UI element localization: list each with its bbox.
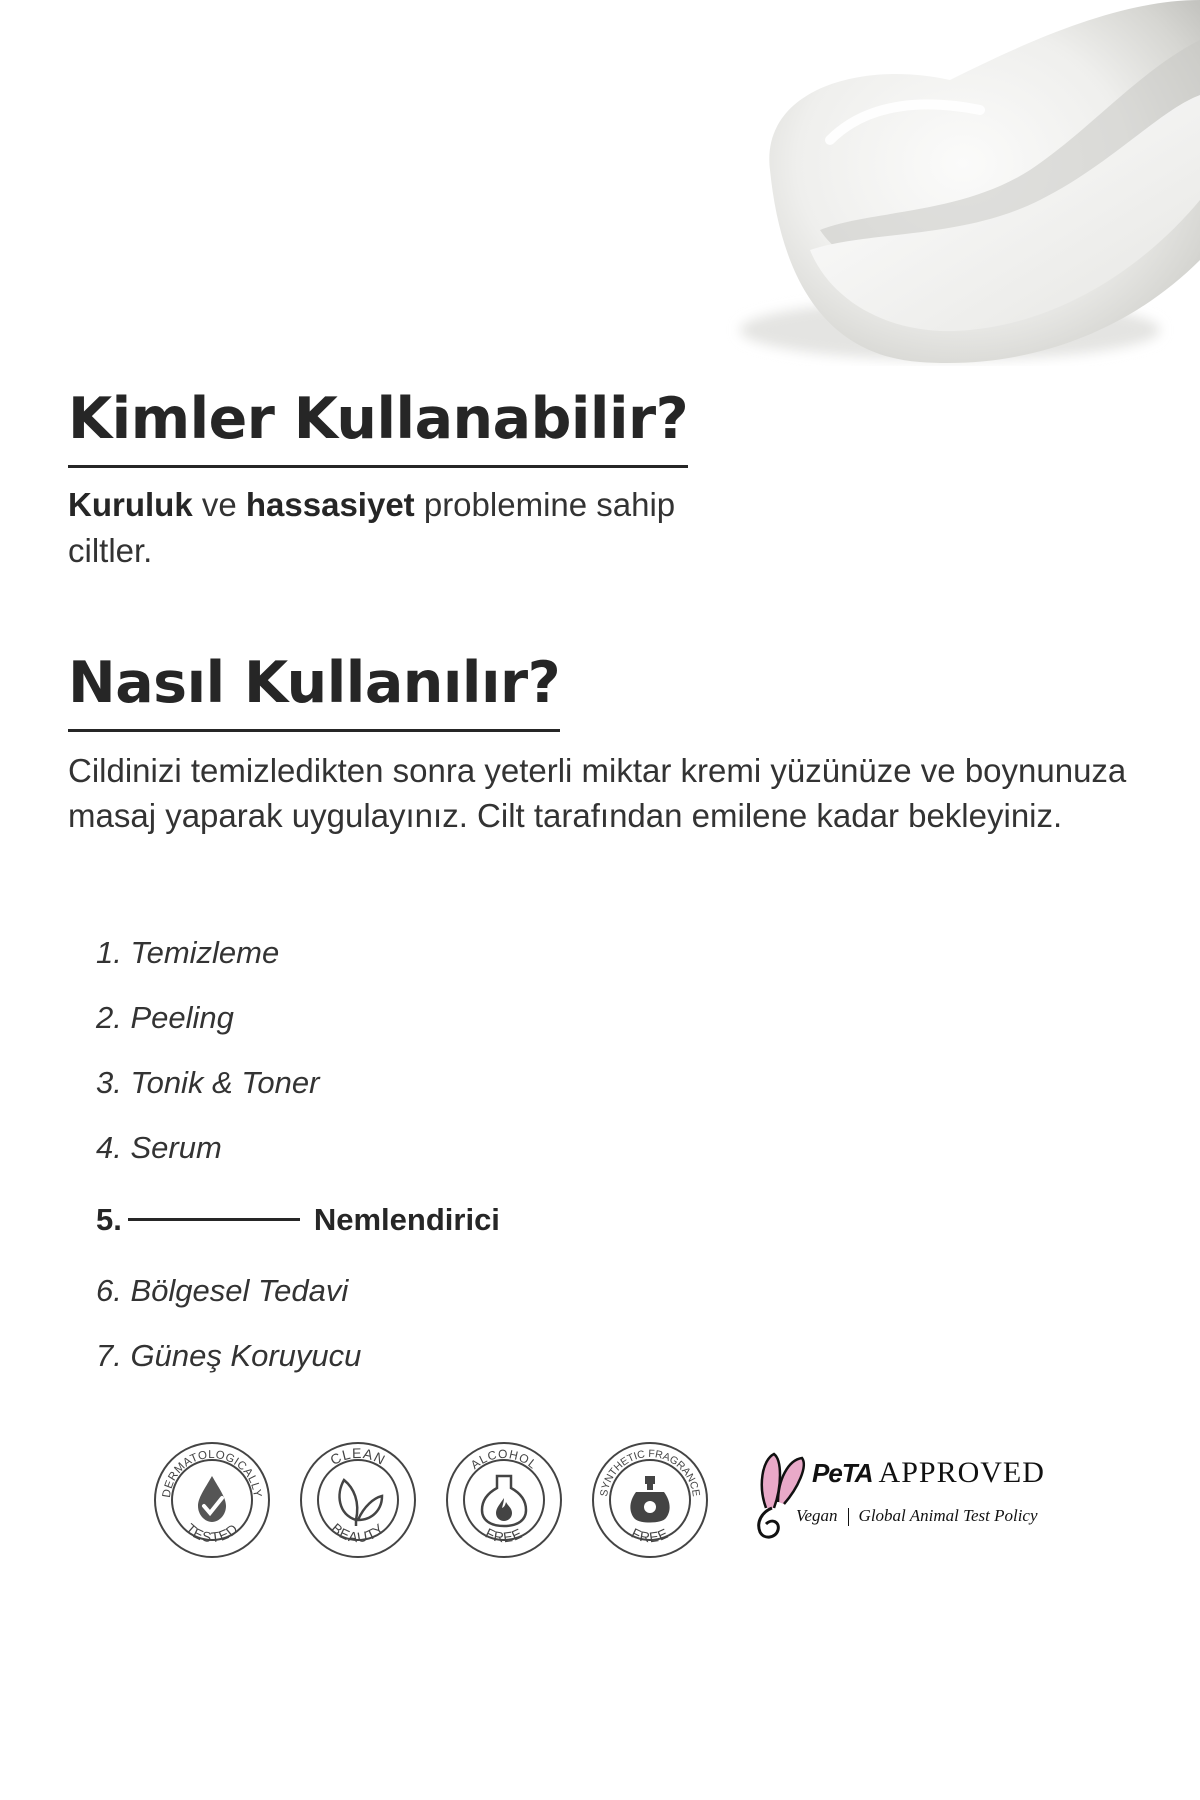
step-number: 2. xyxy=(96,1000,122,1035)
certification-badges xyxy=(152,1440,1072,1560)
step-label: Tonik & Toner xyxy=(130,1065,320,1100)
badge-top-text: SYNTHETIC FRAGRANCE xyxy=(598,1447,702,1498)
peta-wordmark: PeTA xyxy=(812,1458,873,1488)
step-label: Peeling xyxy=(130,1000,234,1035)
who-can-use-title: Kimler Kullanabilir? xyxy=(68,388,688,468)
badge-bottom-text: TESTED xyxy=(182,1520,242,1546)
clean-beauty-icon xyxy=(298,1440,418,1560)
how-to-use-text: Cildinizi temizledikten sonra yeterli miktar kremi yüzünüze ve boynunuza masaj yaparak uygulayınız. Cilt tarafından emilene kadar bekleyiniz. xyxy=(68,752,1127,834)
step-number: 4. xyxy=(96,1130,122,1165)
vegan-label: Vegan xyxy=(796,1506,838,1525)
alcohol-free-icon xyxy=(444,1440,564,1560)
step-item xyxy=(96,920,500,985)
policy-label: Global Animal Test Policy xyxy=(858,1506,1038,1525)
step-number: 6. xyxy=(96,1273,122,1308)
synthetic-fragrance-free-icon xyxy=(590,1440,710,1560)
svg-text:BEAUTY xyxy=(328,1520,387,1545)
bunny-ears-icon xyxy=(752,1446,812,1546)
step-indicator-line xyxy=(128,1218,300,1221)
step-label: Temizleme xyxy=(130,935,280,970)
step-item xyxy=(96,1050,500,1115)
svg-text:FREE xyxy=(483,1525,525,1546)
svg-text:ALCOHOL xyxy=(468,1447,540,1472)
step-number: 5. xyxy=(96,1201,122,1237)
routine-steps-list xyxy=(96,920,500,1388)
step-number: 3. xyxy=(96,1065,122,1100)
step-label: Serum xyxy=(130,1130,222,1165)
step-item xyxy=(96,1323,500,1388)
step-item xyxy=(96,1258,500,1323)
approved-label: APPROVED xyxy=(878,1456,1045,1489)
cream-swatch-image xyxy=(700,0,1200,380)
step-label: Nemlendirici xyxy=(313,1201,500,1237)
step-label: Bölgesel Tedavi xyxy=(130,1273,349,1308)
badge-top-text: DERMATOLOGICALLY xyxy=(160,1448,264,1499)
svg-text:CLEAN xyxy=(328,1445,389,1468)
peta-subtitle xyxy=(796,1506,1038,1526)
step-item xyxy=(96,985,500,1050)
who-can-use-text xyxy=(68,482,688,574)
who-text-rest: problemine sahip ciltler. xyxy=(68,486,676,569)
svg-text:TESTED xyxy=(183,1520,242,1545)
peta-approved-text xyxy=(812,1456,1045,1490)
who-bold-sensitivity: hassasiyet xyxy=(245,486,415,523)
step-item xyxy=(96,1115,500,1180)
badge-bottom-text: BEAUTY xyxy=(328,1519,388,1546)
how-to-use-title: Nasıl Kullanılır? xyxy=(68,652,560,732)
badge-bottom-text: FREE xyxy=(629,1524,671,1546)
badge-top-text: ALCOHOL xyxy=(467,1446,541,1472)
peta-approved-logo xyxy=(752,1446,1072,1546)
who-text-mid: ve xyxy=(192,486,246,523)
badge-top-text: CLEAN xyxy=(327,1444,389,1469)
step-label: Güneş Koruyucu xyxy=(130,1338,362,1373)
dermatologically-tested-icon xyxy=(152,1440,272,1560)
svg-text:FREE xyxy=(629,1525,671,1546)
step-number: 1. xyxy=(96,935,122,970)
badge-bottom-text: FREE xyxy=(483,1524,525,1546)
who-bold-dryness: Kuruluk xyxy=(68,486,193,523)
peta-divider xyxy=(848,1508,849,1526)
step-number: 7. xyxy=(96,1338,122,1373)
step-item-current xyxy=(96,1180,500,1258)
